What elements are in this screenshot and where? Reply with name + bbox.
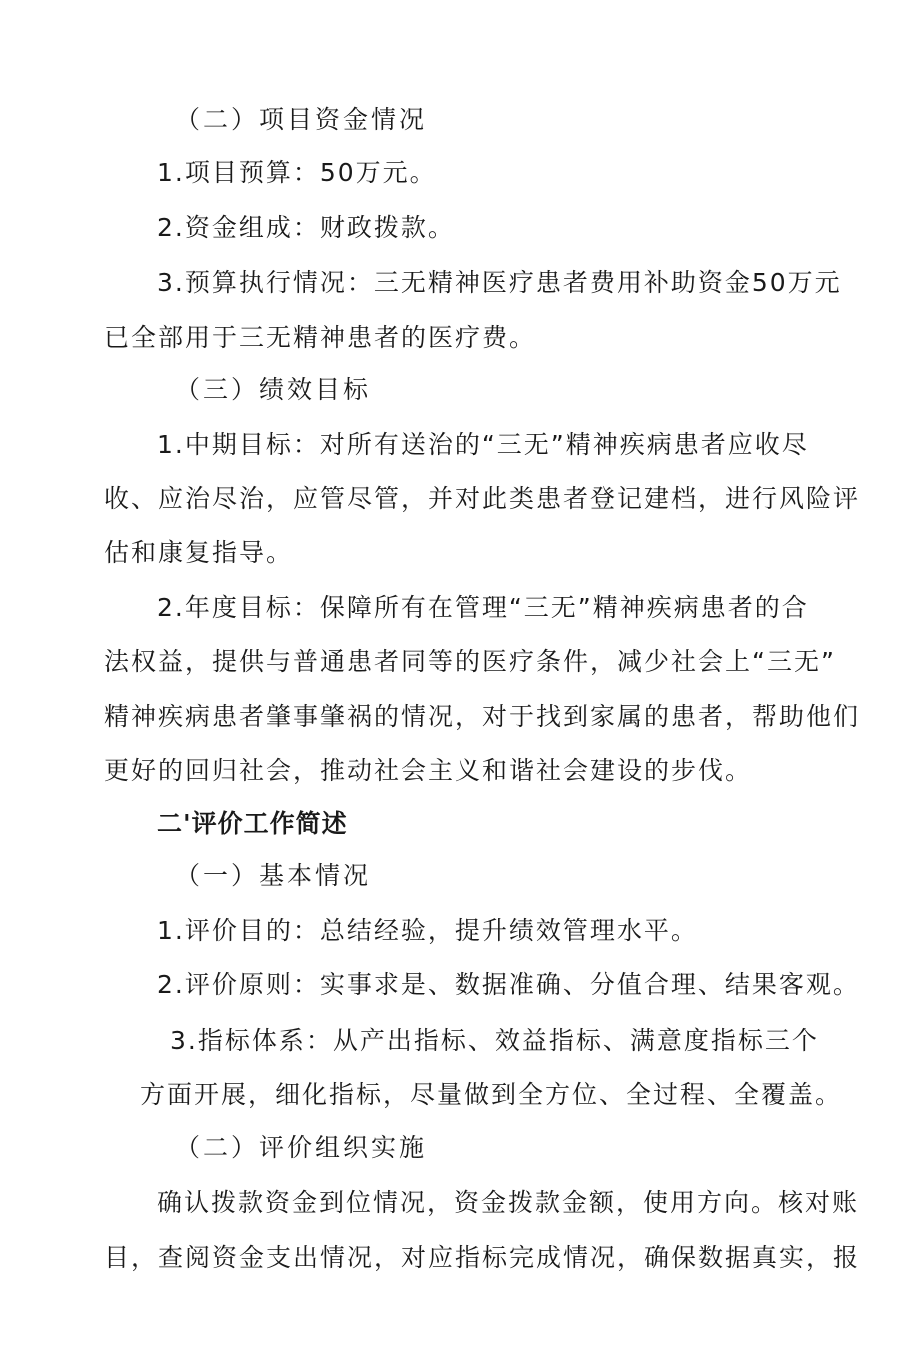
subsection-heading-performance-goals: （三）绩效目标 — [175, 375, 372, 404]
subsection-heading-project-funds: （二）项目资金情况 — [175, 105, 428, 134]
paragraph-line: 1.项目预算：50万元。 — [157, 158, 437, 187]
paragraph-line: 已全部用于三无精神患者的医疗费。 — [104, 323, 537, 352]
paragraph-line: 方面开展，细化指标，尽量做到全方位、全过程、全覆盖。 — [140, 1080, 843, 1109]
paragraph-line: 1.中期目标：对所有送治的“三无”精神疾病患者应收尽 — [157, 430, 809, 459]
paragraph-line: 3.指标体系：从产出指标、效益指标、满意度指标三个 — [170, 1026, 819, 1055]
paragraph-line: 更好的回归社会，推动社会主义和谐社会建设的步伐。 — [104, 756, 753, 785]
subsection-heading-basic-situation: （一）基本情况 — [175, 861, 372, 890]
paragraph-line: 1.评价目的：总结经验，提升绩效管理水平。 — [157, 916, 698, 945]
paragraph-line: 法权益，提供与普通患者同等的医疗条件，减少社会上“三无” — [104, 647, 836, 676]
paragraph-line: 2.评价原则：实事求是、数据准确、分值合理、结果客观。 — [157, 970, 860, 999]
section-heading-evaluation-overview: 二'评价工作简述 — [157, 809, 348, 838]
subsection-heading-evaluation-implementation: （二）评价组织实施 — [175, 1133, 428, 1162]
paragraph-line: 目，查阅资金支出情况，对应指标完成情况，确保数据真实，报 — [104, 1243, 861, 1272]
paragraph-line: 2.资金组成：财政拨款。 — [157, 213, 455, 242]
paragraph-line: 3.预算执行情况：三无精神医疗患者费用补助资金50万元 — [157, 268, 842, 297]
paragraph-line: 确认拨款资金到位情况，资金拨款金额，使用方向。核对账 — [157, 1188, 860, 1217]
paragraph-line: 收、应治尽治，应管尽管，并对此类患者登记建档，进行风险评 — [104, 484, 861, 513]
paragraph-line: 精神疾病患者肇事肇祸的情况，对于找到家属的患者，帮助他们 — [104, 702, 861, 731]
paragraph-line: 2.年度目标：保障所有在管理“三无”精神疾病患者的合 — [157, 593, 809, 622]
paragraph-line: 估和康复指导。 — [104, 538, 294, 567]
